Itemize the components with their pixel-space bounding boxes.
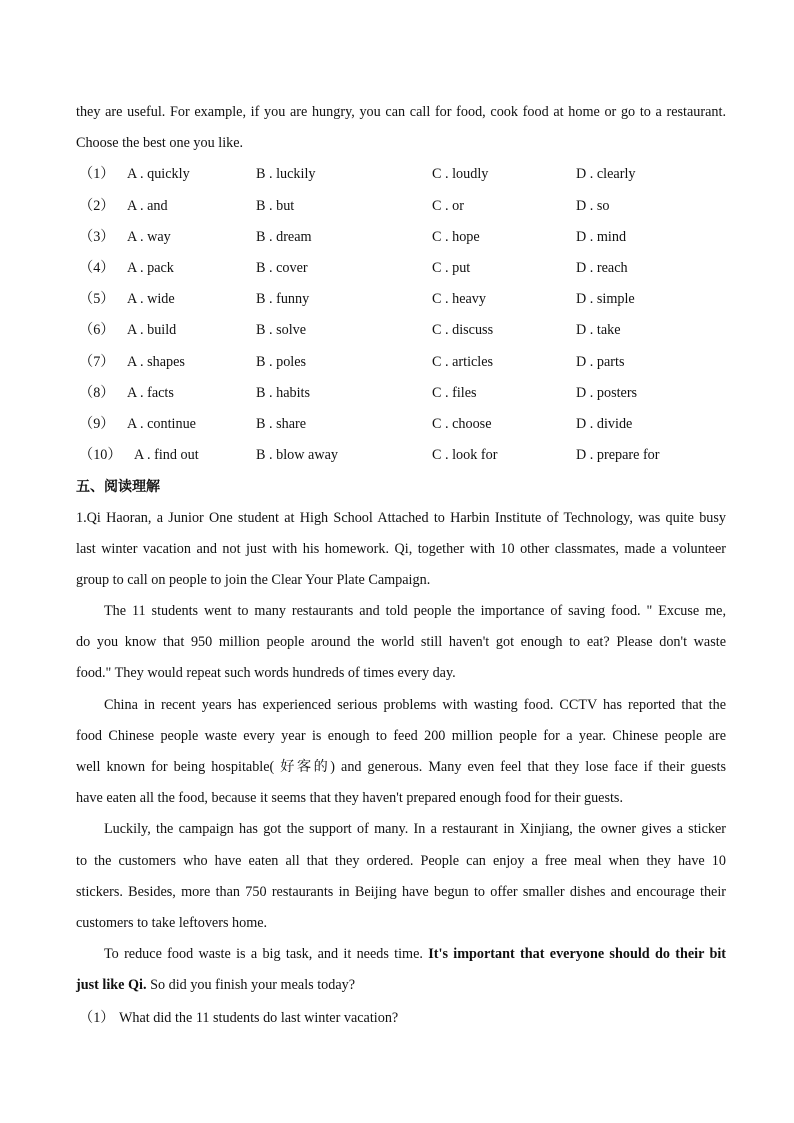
option-b: B . but <box>256 198 295 214</box>
question-number: （2） <box>79 198 115 214</box>
question-number: （3） <box>79 229 115 245</box>
section-heading: 五、阅读理解 <box>76 479 160 495</box>
option-c: C . or <box>432 198 464 214</box>
option-row <box>76 258 726 278</box>
option-c: C . heavy <box>432 291 486 307</box>
option-b: B . blow away <box>256 447 338 463</box>
passage-line: group to call on people to join the Clear Your Plate Campaign. <box>76 572 431 588</box>
passage-line: 1.Qi Haoran, a Junior One student at High School Attached to Harbin Institute of Technology, was quite busy <box>76 510 726 526</box>
intro-line-2: Choose the best one you like. <box>76 135 244 151</box>
option-b: B . luckily <box>256 166 316 182</box>
option-c: C . articles <box>432 354 494 370</box>
question-number: （7） <box>79 354 115 370</box>
passage-line: last winter vacation and not just with his homework. Qi, together with 10 other classmates, made a volunteer <box>76 541 726 557</box>
question-row <box>76 1008 726 1028</box>
option-row <box>76 227 726 247</box>
passage-text: To reduce food waste is a big task, and it needs time. <box>104 946 429 962</box>
option-a: A . build <box>127 322 177 338</box>
option-row <box>76 445 726 465</box>
passage-line: food." They would repeat such words hundreds of times every day. <box>76 665 456 681</box>
option-row <box>76 414 726 434</box>
passage-line: food Chinese people waste every year is enough to feed 200 million people for a year. Chinese people are <box>76 728 726 744</box>
option-a: A . facts <box>127 385 174 401</box>
passage-line <box>76 975 726 995</box>
option-c: C . hope <box>432 229 480 245</box>
option-row <box>76 320 726 340</box>
option-c: C . look for <box>432 447 498 463</box>
emphasized-text: It's important that everyone should do their bit <box>428 946 727 962</box>
option-b: B . share <box>256 416 307 432</box>
passage-text: So did you finish your meals today? <box>146 977 356 993</box>
question-number: （4） <box>79 260 115 276</box>
passage-line <box>104 944 726 964</box>
option-a: A . shapes <box>127 354 185 370</box>
option-b: B . solve <box>256 322 307 338</box>
option-b: B . funny <box>256 291 310 307</box>
option-b: B . dream <box>256 229 312 245</box>
option-a: A . wide <box>127 291 175 307</box>
option-d: D . posters <box>576 385 638 401</box>
option-c: C . files <box>432 385 477 401</box>
question-number: （6） <box>79 322 115 338</box>
question-number: （8） <box>79 385 115 401</box>
intro-line-1: they are useful. For example, if you are hungry, you can call for food, cook food at home or go to a restaurant. <box>76 104 726 120</box>
option-row <box>76 196 726 216</box>
option-d: D . mind <box>576 229 627 245</box>
option-d: D . simple <box>576 291 635 307</box>
question-number: （9） <box>79 416 115 432</box>
passage-line: customers to take leftovers home. <box>76 915 268 931</box>
option-d: D . clearly <box>576 166 636 182</box>
option-b: B . poles <box>256 354 307 370</box>
option-a: A . pack <box>127 260 174 276</box>
option-a: A . continue <box>127 416 196 432</box>
option-d: D . divide <box>576 416 633 432</box>
option-c: C . discuss <box>432 322 494 338</box>
option-row <box>76 383 726 403</box>
emphasized-text: just like Qi. <box>76 977 147 993</box>
passage-line: well known for being hospitable( 好客的) and generous. Many even feel that they lose face if their guests <box>76 759 726 775</box>
option-c: C . loudly <box>432 166 489 182</box>
option-a: A . and <box>127 198 168 214</box>
option-row <box>76 352 726 372</box>
option-c: C . put <box>432 260 471 276</box>
option-b: B . habits <box>256 385 310 401</box>
passage-line: China in recent years has experienced serious problems with wasting food. CCTV has reported that the <box>104 697 726 713</box>
passage-line: The 11 students went to many restaurants and told people the importance of saving food. " Excuse me, <box>104 603 726 619</box>
option-c: C . choose <box>432 416 492 432</box>
option-d: D . so <box>576 198 610 214</box>
option-a: A . way <box>127 229 171 245</box>
option-d: D . prepare for <box>576 447 660 463</box>
question-number: （1） <box>79 166 115 182</box>
option-row <box>76 164 726 184</box>
option-b: B . cover <box>256 260 308 276</box>
passage-line: to the customers who have eaten all that they ordered. People can enjoy a free meal when they have 10 <box>76 853 726 869</box>
option-a: A . quickly <box>127 166 190 182</box>
option-a: A . find out <box>134 447 199 463</box>
question-number: （10） <box>79 447 122 463</box>
question-number: （1） <box>79 1010 115 1026</box>
passage-line: do you know that 950 million people around the world still haven't got enough to eat? Please don't waste <box>76 634 726 650</box>
passage-line: Luckily, the campaign has got the support of many. In a restaurant in Xinjiang, the owner gives a sticker <box>104 821 726 837</box>
passage-line: stickers. Besides, more than 750 restaurants in Beijing have begun to offer smaller dishes and encourage their <box>76 884 726 900</box>
option-row <box>76 289 726 309</box>
question-text: What did the 11 students do last winter vacation? <box>119 1010 399 1026</box>
passage-line: have eaten all the food, because it seems that they haven't prepared enough food for their guests. <box>76 790 624 806</box>
option-d: D . reach <box>576 260 628 276</box>
option-d: D . parts <box>576 354 625 370</box>
question-number: （5） <box>79 291 115 307</box>
option-d: D . take <box>576 322 621 338</box>
